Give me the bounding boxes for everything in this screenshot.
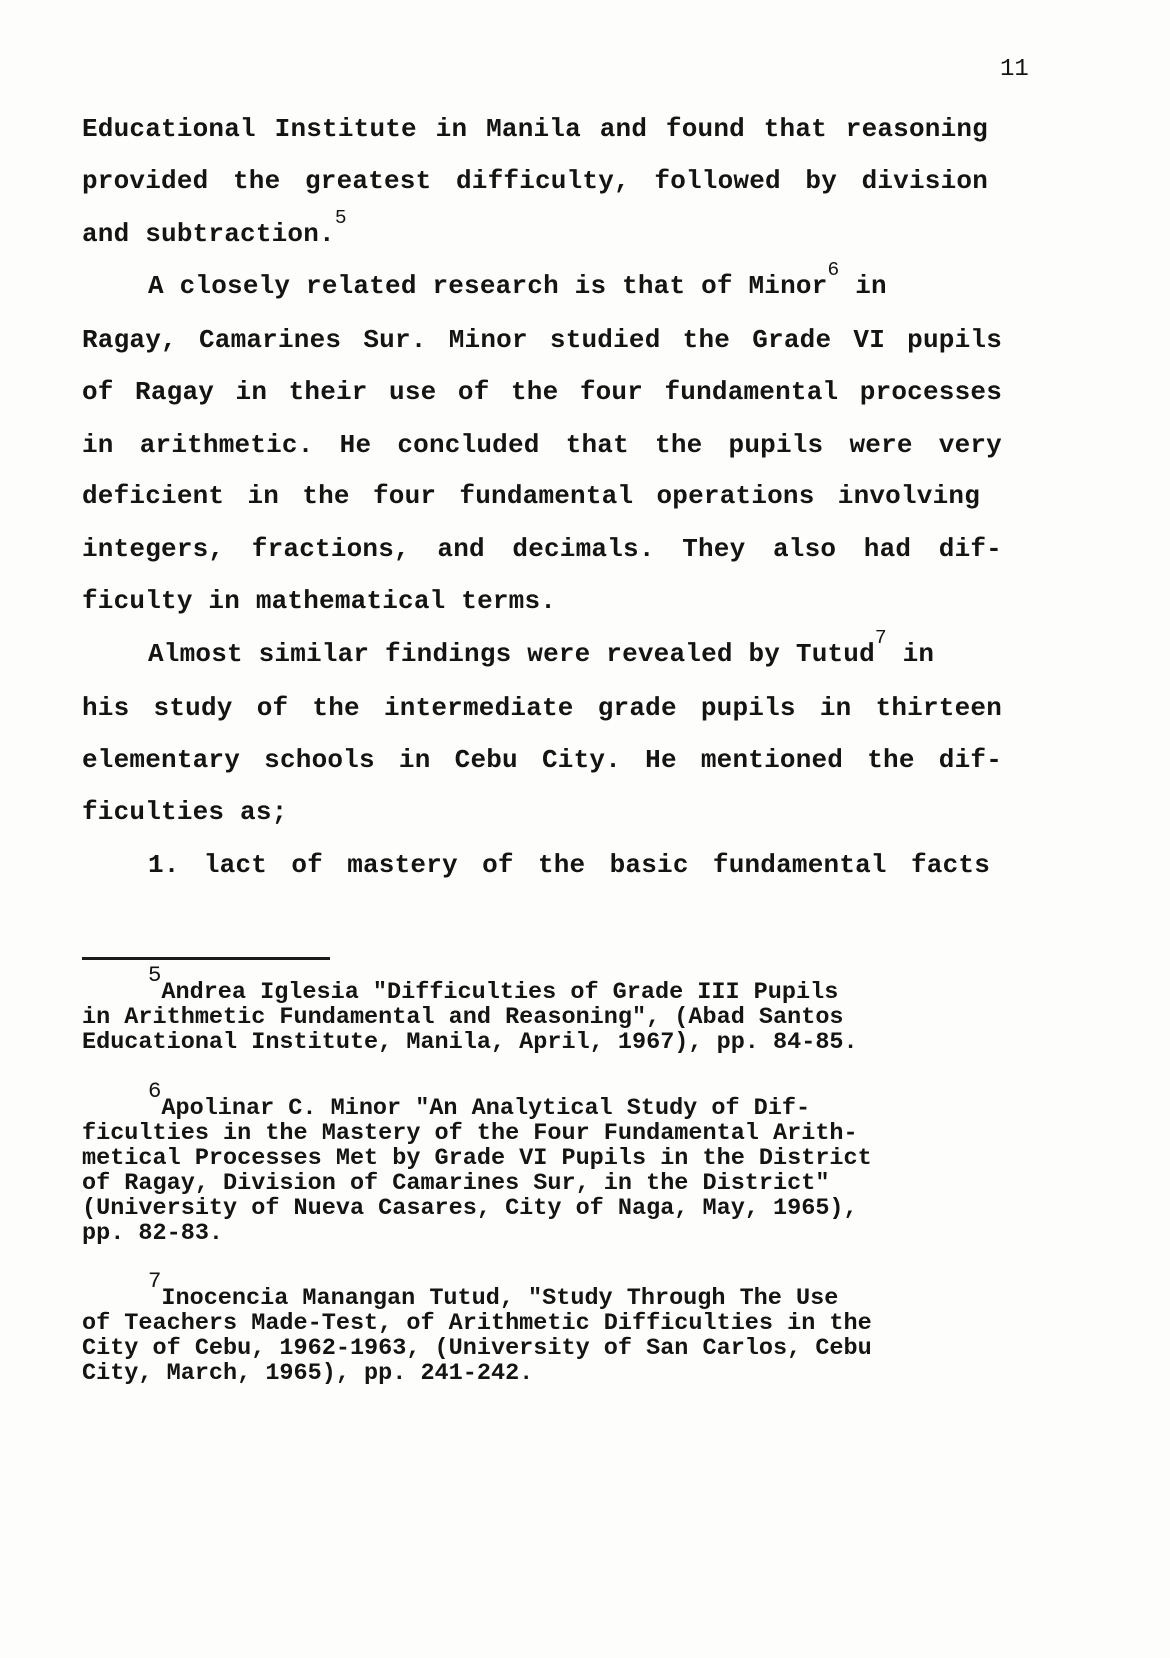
footnote-7-line: of Teachers Made-Test, of Arithmetic Difficulties in the <box>82 1310 872 1337</box>
footnote-5-line <box>148 962 839 1006</box>
body-line: elementary schools in Cebu City. He mentioned the dif- <box>82 745 1002 775</box>
footnote-ref-5: 5 <box>334 206 347 229</box>
body-line: provided the greatest difficulty, followed by division <box>82 166 988 196</box>
body-line: Educational Institute in Manila and found that reasoning <box>82 114 988 144</box>
footnote-5-line: Educational Institute, Manila, April, 1967), pp. 84-85. <box>82 1029 858 1056</box>
footnote-ref-6: 6 <box>827 258 840 281</box>
footnote-marker-7: 7 <box>148 1268 162 1295</box>
body-text: in <box>839 271 887 301</box>
body-line: Ragay, Camarines Sur. Minor studied the Grade VI pupils <box>82 325 1002 355</box>
footnote-7-line: City, March, 1965), pp. 241-242. <box>82 1360 534 1387</box>
list-item: 1. lact of mastery of the basic fundamental facts <box>148 850 990 880</box>
body-line <box>148 258 887 301</box>
body-text: A closely related research is that of Minor <box>148 271 828 301</box>
footnote-text: Inocencia Manangan Tutud, "Study Through The Use <box>161 1285 839 1312</box>
body-line: ficulty in mathematical terms. <box>82 586 557 616</box>
footnote-5-line: in Arithmetic Fundamental and Reasoning", (Abad Santos <box>82 1004 844 1031</box>
footnote-marker-5: 5 <box>148 962 162 989</box>
body-line: ficulties as; <box>82 797 288 827</box>
body-text: Almost similar findings were revealed by Tutud <box>148 639 875 669</box>
body-line <box>82 206 347 249</box>
footnote-6-line: pp. 82-83. <box>82 1220 224 1247</box>
body-line: of Ragay in their use of the four fundamental processes <box>82 377 1002 407</box>
body-line: in arithmetic. He concluded that the pupils were very <box>82 430 1002 460</box>
footnote-6-line: metical Processes Met by Grade VI Pupils in the District <box>82 1145 872 1172</box>
footnote-marker-6: 6 <box>148 1078 162 1105</box>
body-line: integers, fractions, and decimals. They also had dif- <box>82 534 1002 564</box>
footnote-6-line: of Ragay, Division of Camarines Sur, in the District" <box>82 1170 830 1197</box>
body-line <box>148 626 935 669</box>
body-text: in <box>886 639 935 669</box>
body-line: his study of the intermediate grade pupils in thirteen <box>82 693 1002 723</box>
page-number: 11 <box>1000 56 1029 83</box>
footnote-7-line: City of Cebu, 1962-1963, (University of San Carlos, Cebu <box>82 1335 872 1362</box>
footnote-rule <box>82 957 330 960</box>
footnote-6-line: (University of Nueva Casares, City of Naga, May, 1965), <box>82 1195 858 1222</box>
footnote-text: Andrea Iglesia "Difficulties of Grade III Pupils <box>161 979 839 1006</box>
body-text: and subtraction. <box>82 219 335 249</box>
footnote-6-line: ficulties in the Mastery of the Four Fundamental Arith- <box>82 1120 858 1147</box>
footnote-7-line <box>148 1268 839 1312</box>
footnote-text: Apolinar C. Minor "An Analytical Study of Dif- <box>161 1095 811 1122</box>
footnote-ref-7: 7 <box>874 626 887 649</box>
body-line: deficient in the four fundamental operations involving <box>82 481 980 511</box>
footnote-6-line <box>148 1078 811 1122</box>
